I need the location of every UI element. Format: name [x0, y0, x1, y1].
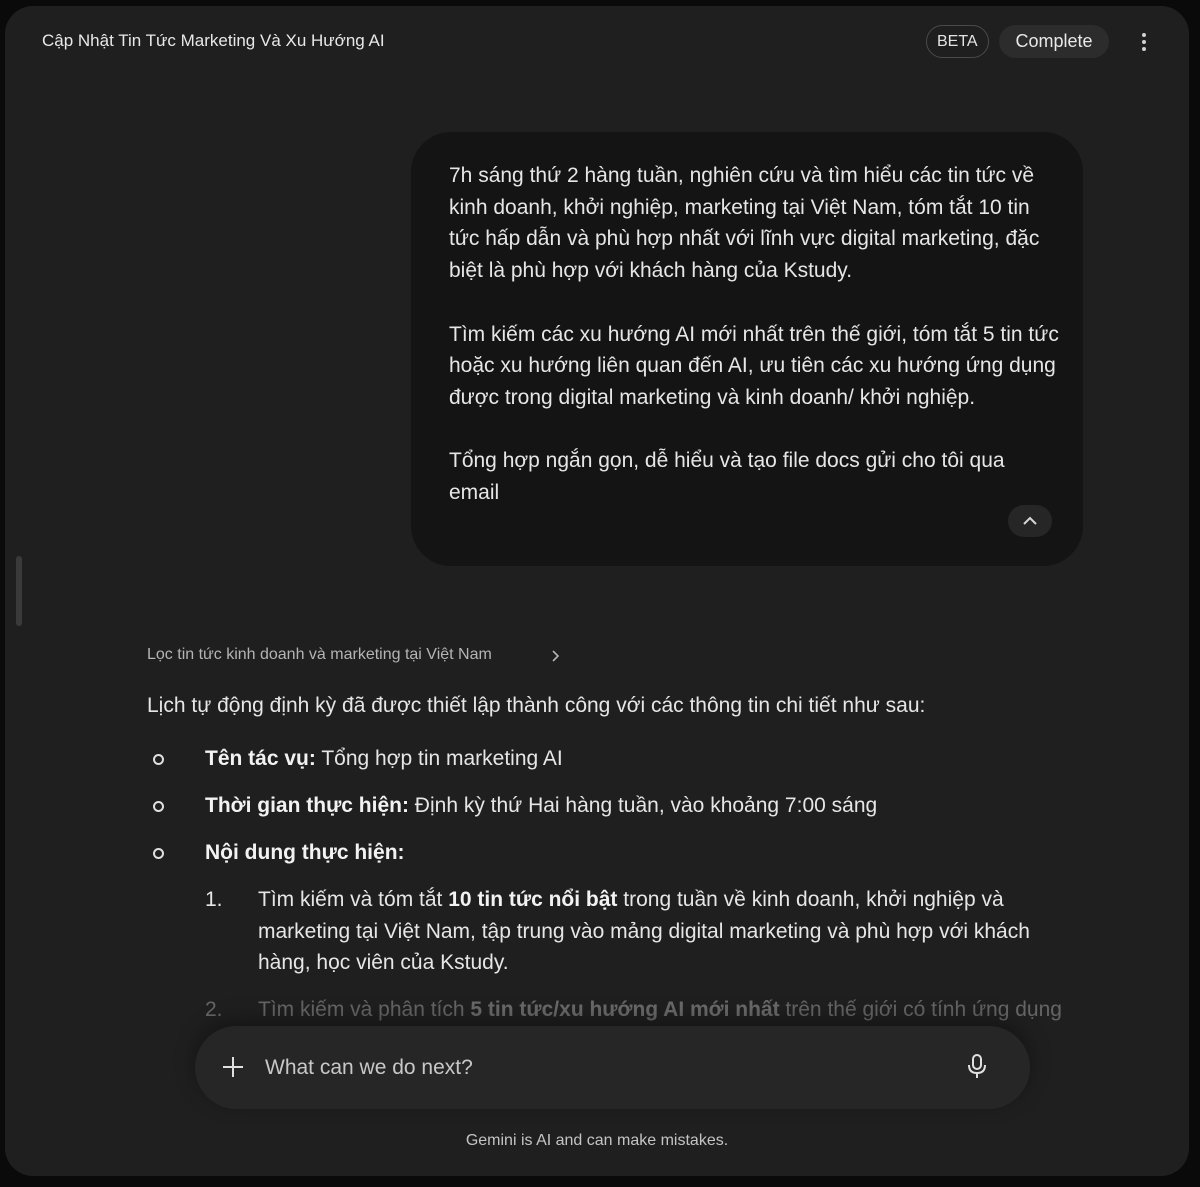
numbered-step [147, 884, 1087, 979]
step-number: 1. [205, 888, 223, 911]
list-item [147, 743, 1087, 790]
user-message-text [449, 160, 1059, 509]
bullet-circle-icon [153, 848, 164, 859]
step-bold-text: 10 tin tức nổi bật [448, 888, 618, 911]
step-text: trong tuần về kinh doanh, khởi nghiệp và marketing tại Việt Nam, tập trung vào mảng digital marketing và phù hợp với khách hàng, học viên của Kstudy. [258, 888, 1030, 975]
app-window [5, 6, 1189, 1176]
step-text: Tìm kiếm và phân tích [258, 998, 471, 1022]
list-item [147, 837, 1087, 884]
user-message-bubble [411, 132, 1083, 566]
step-number: 2. [205, 998, 223, 1022]
collapse-message-button[interactable] [1008, 505, 1052, 537]
bullet-value: Định kỳ thứ Hai hàng tuần, vào khoảng 7:00 sáng [408, 794, 878, 817]
prompt-composer [195, 1026, 1030, 1109]
thought-summary-link[interactable]: Lọc tin tức kinh doanh và marketing tại Việt Nam [147, 646, 492, 663]
user-paragraph: Tìm kiếm các xu hướng AI mới nhất trên thế giới, tóm tắt 5 tin tức hoặc xu hướng liên quan đến AI, ưu tiên các xu hướng ứng dụng được trong digital marketing và kinh doanh/ khởi nghiệp. [449, 322, 1059, 409]
microphone-icon[interactable] [965, 1053, 989, 1081]
top-bar [5, 6, 1189, 78]
step-text: Tìm kiếm và tóm tắt [258, 888, 449, 911]
bullet-label: Nội dung thực hiện: [205, 841, 405, 864]
disclaimer-text: Gemini is AI and can make mistakes. [465, 1132, 729, 1149]
chevron-up-icon [1008, 505, 1052, 537]
conversation-title: Cập Nhật Tin Tức Marketing Và Xu Hướng AI [42, 31, 385, 50]
bullet-label: Thời gian thực hiện: [205, 794, 409, 817]
complete-button[interactable]: Complete [999, 25, 1109, 58]
prompt-input[interactable] [265, 1050, 945, 1086]
bullet-circle-icon [153, 754, 164, 765]
step-bold-text: 5 tin tức/xu hướng AI mới nhất [470, 998, 780, 1022]
bullet-circle-icon [153, 801, 164, 812]
assistant-response [147, 690, 1087, 1026]
user-paragraph: Tổng hợp ngắn gọn, dễ hiểu và tạo file docs gửi cho tôi qua email [449, 449, 1005, 504]
response-intro: Lịch tự động định kỳ đã được thiết lập thành công với các thông tin chi tiết như sau: [147, 694, 926, 717]
scrollbar-thumb[interactable] [16, 556, 22, 626]
plus-icon[interactable] [222, 1056, 244, 1078]
numbered-step [147, 994, 1087, 1026]
step-text: trên thế giới có tính ứng dụng [779, 998, 1062, 1022]
user-paragraph: 7h sáng thứ 2 hàng tuần, nghiên cứu và tìm hiểu các tin tức về kinh doanh, khởi nghiệp, marketing tại Việt Nam, tóm tắt 10 tin tức hấp dẫn và phù hợp nhất với lĩnh vực digital marketing, đặc biệt là phù hợp với khách hàng của Kstudy. [449, 164, 1040, 283]
bullet-value: Tổng hợp tin marketing AI [315, 747, 563, 770]
chevron-right-icon[interactable] [548, 649, 562, 663]
more-vert-icon[interactable] [1132, 30, 1156, 54]
bullet-label: Tên tác vụ: [205, 747, 316, 770]
list-item [147, 790, 1087, 837]
beta-badge: BETA [926, 25, 989, 58]
